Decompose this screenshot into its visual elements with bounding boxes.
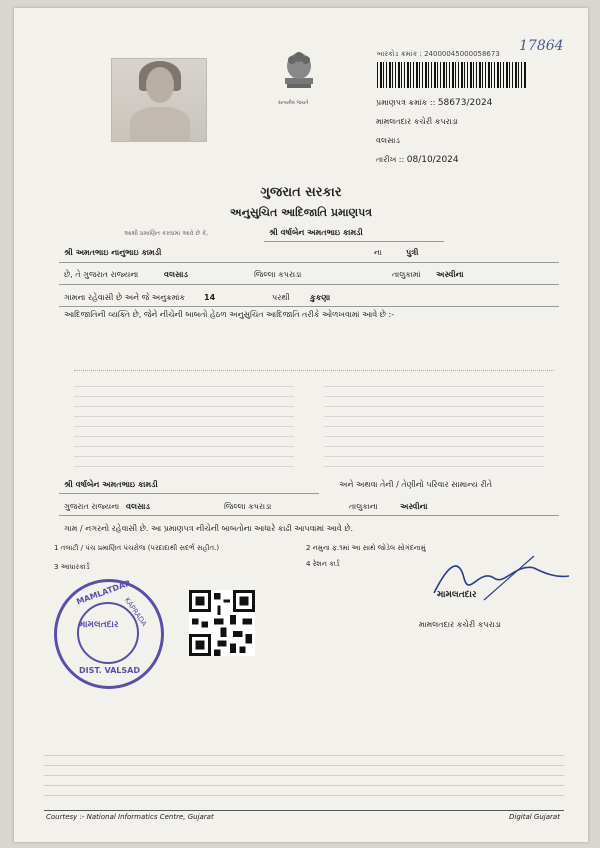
basis-item-3: 3 આધારકાર્ડ xyxy=(54,563,90,571)
applicant-photo xyxy=(111,58,207,142)
underline xyxy=(59,262,559,263)
certificate-sheet xyxy=(14,8,588,842)
orders-list xyxy=(74,326,554,467)
handwritten-number: 17864 xyxy=(519,38,564,54)
label-na: ના xyxy=(374,248,382,257)
serial-number: 14 xyxy=(204,293,216,302)
footnotes xyxy=(44,746,564,798)
national-emblem-icon xyxy=(277,46,321,106)
basis-item-1: 1 તલાટી / પંચ પ્રમાણિત પંચરોજ (પરદાદાથી સદર્ભ સહીત.) xyxy=(54,544,220,552)
line4-prefix: ગામના રહેવાસી છે અને જે અનુક્રમાંક xyxy=(64,293,186,302)
title-state: ગુજરાત સરકાર xyxy=(260,185,342,200)
barcode-number: 24000045000058673 xyxy=(424,50,500,58)
subdistrict-repeat: જિલ્લા કપરાડા xyxy=(224,502,272,511)
eligibility-statement: આદિજાતિની વ્યક્તિ છે, જેને નીચેની બાબતો હેઠળ અનુસુચિત આદિજાતિ તરીકે ઓળખવામાં આવે છે :- xyxy=(64,310,395,319)
footer-divider xyxy=(44,810,564,811)
issue-date: તારીખ :: 08/10/2024 xyxy=(376,155,459,165)
underline xyxy=(59,306,559,307)
signatory-office: મામલતદાર કચેરી કપરાડા xyxy=(419,620,502,629)
basis-item-2: 2 નમુના ફ.૧માં આ સાથે જોડેલ સોગંદનામું xyxy=(306,544,426,552)
footer-brand: Digital Gujarat xyxy=(509,813,560,821)
line1-prefix: આથી પ્રમાણિત કરવામાં આવે છે કે, xyxy=(124,230,209,237)
subdistrict: જિલ્લા કપરાડા xyxy=(254,270,302,279)
issuing-office: મામલતદાર કચેરી કપરાડા xyxy=(376,117,459,126)
underline xyxy=(264,241,444,242)
mamlatdar-seal: MAMLATDAR KAPRADA મામલતદાર DIST. VALSAD xyxy=(54,579,164,689)
applicant-name-repeat: શ્રી વર્ષાબેન અમતભાઇ કામડી xyxy=(64,480,158,489)
underline xyxy=(59,284,559,285)
line7-prefix: ગુજરાત રાજ્યના xyxy=(64,502,120,511)
taluka-label: તાલુકામાં xyxy=(392,270,421,279)
certificate-number: પ્રમાણપત્ર ક્રમાંક :: 58673/2024 xyxy=(376,98,493,108)
barcode xyxy=(377,62,527,88)
issuing-place: વલસાડ xyxy=(376,136,400,145)
village-repeat: અસ્વીના xyxy=(400,502,428,511)
village: અસ્વીના xyxy=(436,270,464,279)
title-document: અનુસુચિત આદિજાતિ પ્રમાણપત્ર xyxy=(229,206,373,219)
tribe: કુકણા xyxy=(310,293,331,302)
relation: પુત્રી xyxy=(406,248,419,257)
label-pertains: પરથી xyxy=(272,293,290,302)
district-repeat: વલસાડ xyxy=(126,502,150,511)
line3-prefix: છે, તે ગુજરાત રાજ્યના xyxy=(64,270,139,279)
signatory-title: મામલતદાર xyxy=(437,590,477,600)
underline xyxy=(59,493,319,494)
basis-statement: ગામ / નગરનો રહેવાસી છે. આ પ્રમાણપત્ર નીચેની બાબતોના આધારે કાઢી આપવામાં આવે છે. xyxy=(64,524,354,533)
underline xyxy=(59,515,559,516)
father-name: શ્રી અમતભાઇ નાનુભાઇ કામડી xyxy=(64,248,162,257)
basis-item-4: 4 રેશન કાર્ડ xyxy=(306,560,340,568)
footer-credit: Courtesy :- National Informatics Centre, Gujarat xyxy=(46,813,214,821)
qr-code xyxy=(189,590,255,656)
applicant-name: શ્રી વર્ષાબેન અમતભાઇ કામડી xyxy=(269,228,363,237)
residence-statement: અને અથવા તેની / તેણીનો પરિવાર સામાન્ય રીતે xyxy=(339,480,493,489)
emblem-caption: સત્યમેવ જયતે xyxy=(278,100,309,106)
taluka-label-repeat: તાલુકાના xyxy=(349,502,378,511)
district: વલસાડ xyxy=(164,270,188,279)
barcode-label: બારકોડ ક્રમાંક : 24000045000058673 xyxy=(377,50,500,58)
